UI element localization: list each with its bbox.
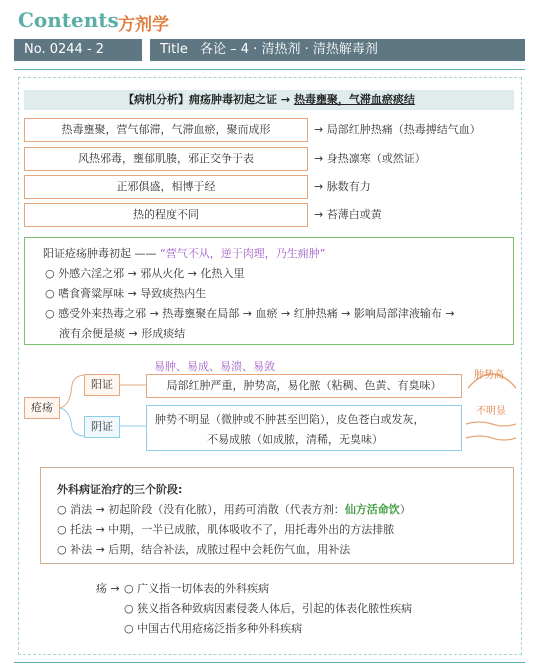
yang-early-title-row bbox=[43, 245, 325, 261]
chuang-item-2: ○ 狭义指各种致病因素侵袭人体后，引起的体表化脓性疾病 bbox=[124, 602, 413, 615]
title-value: 各论 – 4 · 清热剂 · 清热解毒剂 bbox=[200, 42, 378, 57]
header-divider bbox=[14, 69, 525, 70]
yang-early-item-2: ○ 嗜食膏粱厚味 → 导致痰热内生 bbox=[45, 287, 207, 300]
pathology-heading-prefix: 【病机分析】痈疡肿毒初起之证 → bbox=[123, 93, 294, 106]
pathology-result-2: → 身热凛寒（或然证） bbox=[314, 152, 426, 165]
stage-xiao bbox=[57, 501, 411, 517]
stage-bu: ○ 补法 → 后期，结合补法，成脓过程中会耗伤气血，用补法 bbox=[57, 543, 351, 556]
chuangyang-root: 疮疡 bbox=[24, 397, 60, 419]
yin-label: 阴证 bbox=[84, 416, 120, 438]
pathology-cause-4: 热的程度不同 bbox=[24, 203, 308, 227]
chuang-item-1: ○ 广义指一切体表的外科疾病 bbox=[124, 582, 270, 595]
stage-tuo: ○ 托法 → 中期，一半已成脓，肌体吸收不了，用托毒外出的方法排脓 bbox=[57, 523, 395, 536]
stage-xiao-formula: 仙方活命饮 bbox=[344, 503, 400, 516]
contents-title: Contents bbox=[18, 8, 119, 32]
flat-swelling-curve-1 bbox=[466, 422, 516, 426]
yang-features: 易肿、易成、易溃、易敛 bbox=[154, 360, 275, 373]
yang-description: 局部红肿严重，肿势高，易化脓（粘稠、色黄、有臭味） bbox=[146, 374, 462, 398]
yang-early-item-4: 液有余便是痰 → 形成痰结 bbox=[59, 327, 186, 340]
pathology-result-4: → 苔薄白或黄 bbox=[314, 208, 382, 221]
yang-early-item-3: ○ 感受外来热毒之邪 → 热毒壅聚在局部 → 血瘀 → 红肿热痛 → 影响局部津液输布 → bbox=[45, 307, 455, 320]
pathology-cause-1: 热毒壅聚，营气郁滞，气滞血瘀，聚而成形 bbox=[24, 118, 308, 142]
stage-xiao-prefix: ○ 消法 → 初起阶段（没有化脓），用药可消散（代表方剂： bbox=[57, 503, 345, 516]
chuang-item-3: ○ 中国古代用疮疡泛指多种外科疾病 bbox=[124, 622, 303, 635]
pathology-heading-main: 热毒壅聚，气滞血瘀痰结 bbox=[293, 93, 415, 106]
yin-side-label: 不明显 bbox=[476, 406, 506, 417]
yang-early-quote: “营气不从，逆于肉理，乃生痈肿” bbox=[160, 247, 326, 260]
subject-title: 方剂学 bbox=[118, 15, 169, 35]
pathology-result-1: → 局部红肿热痛（热毒搏结气血） bbox=[314, 123, 481, 136]
chuang-word: 疡 → bbox=[96, 582, 120, 595]
yang-side-label: 肿势高 bbox=[474, 370, 504, 381]
yang-label: 阳证 bbox=[84, 374, 120, 396]
treatment-stages-box bbox=[40, 467, 514, 564]
yin-description-2: 不易成脓（如成脓，清稀，无臭味） bbox=[207, 433, 383, 446]
pathology-result-3: → 脉数有力 bbox=[314, 180, 371, 193]
number-label: No. bbox=[24, 42, 46, 57]
pathology-cause-2: 风热邪毒，壅郁肌腠，邪正交争于表 bbox=[24, 147, 308, 171]
title-bar bbox=[150, 39, 525, 61]
yang-early-box bbox=[24, 237, 514, 345]
pathology-heading bbox=[24, 90, 514, 110]
yin-description-box bbox=[146, 405, 462, 451]
number-bar bbox=[14, 39, 142, 61]
stages-title: 外科病证治疗的三个阶段: bbox=[57, 483, 183, 496]
footer-divider bbox=[14, 662, 525, 663]
title-label: Title bbox=[160, 42, 188, 57]
stage-xiao-suffix: ） bbox=[399, 503, 411, 516]
yang-early-title: 阳证疮疡肿毒初起 —— bbox=[43, 247, 157, 260]
yang-early-item-1: ○ 外感六淫之邪 → 邪从火化 → 化热入里 bbox=[45, 267, 245, 280]
number-value: 0244 - 2 bbox=[49, 42, 105, 57]
yin-description-1: 肿势不明显（微肿或不肿甚至凹陷），皮色苍白或发灰， bbox=[155, 413, 425, 426]
flat-swelling-curve-2 bbox=[466, 436, 516, 440]
pathology-cause-3: 正邪俱盛，相博于经 bbox=[24, 175, 308, 199]
